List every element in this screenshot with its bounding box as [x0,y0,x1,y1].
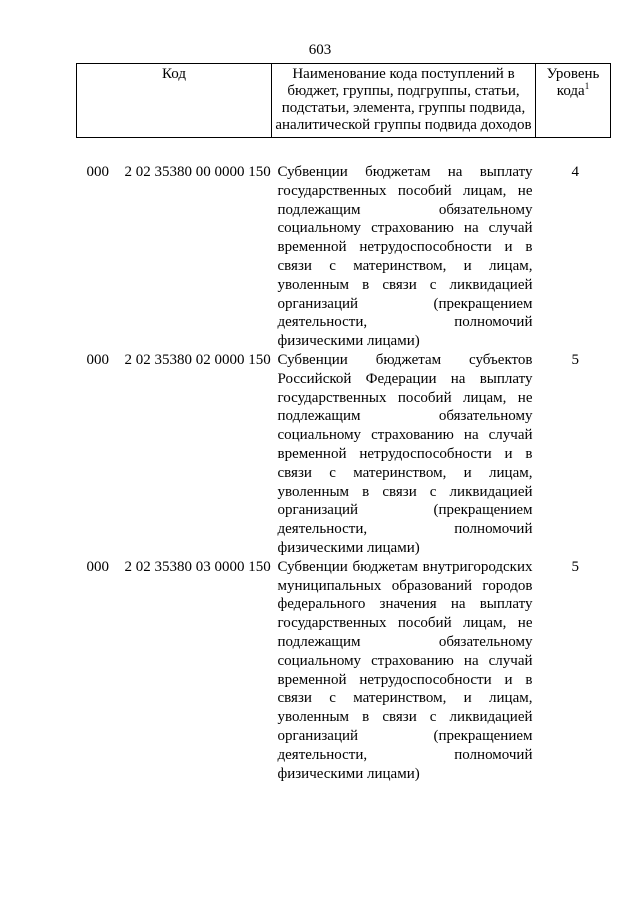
table-row [77,163,611,351]
code-level: 5 [571,351,579,368]
code-cell [77,351,272,558]
header-level [536,64,611,138]
footnote-marker: 1 [584,81,590,91]
code-level: 5 [571,558,579,575]
code-cell [77,163,272,351]
admin-code: 000 [86,558,109,575]
code-name: Субвенции бюджетам субъектов Российской Федерации на выплату государственных пособий лицам, не подлежащим обязательному социальному страхованию на случай временной нетрудоспособности и в связи с материнством, и лицам, уволенным в связи с ликвидацией организаций (прекращением деятельности, полномочий физическими лицами) [277,351,533,556]
code-name: Субвенции бюджетам на выплату государственных пособий лицам, не подлежащим обязательному социальному страхованию на случай временной нетрудоспособности и в связи с материнством, и лицам, уволенным в связи с ликвидацией организаций (прекращением деятельности, полномочий физическими лицами) [277,164,533,350]
code-cell [77,558,272,784]
header-name: Наименование кода поступлений в бюджет, группы, подгруппы, статьи, подстатьи, элемента, группы подвида, аналитической группы подвида доходов [272,64,536,138]
code-level: 4 [571,164,579,180]
revenue-codes-table [76,63,611,783]
revenue-code: 2 02 35380 03 0000 150 [124,558,271,575]
admin-code: 000 [86,351,109,368]
header-level-label: Уровень кода [546,66,600,99]
page-number: 603 [308,42,332,58]
revenue-code: 2 02 35380 00 0000 150 [124,164,271,180]
header-code: Код [77,64,272,138]
code-name: Субвенции бюджетам внутригородских муниципальных образований городов федерального значения на выплату государственных пособий лицам, не подлежащим обязательному социальному страхованию на случай временной нетрудоспособности и в связи с материнством, и лицам, уволенным в связи с ликвидацией организаций (прекращением деятельности, полномочий физическими лицами) [277,558,533,782]
revenue-code: 2 02 35380 02 0000 150 [124,351,271,368]
admin-code: 000 [86,164,109,180]
table-row [77,351,611,558]
table-header-row [77,64,611,138]
table-row [77,558,611,784]
